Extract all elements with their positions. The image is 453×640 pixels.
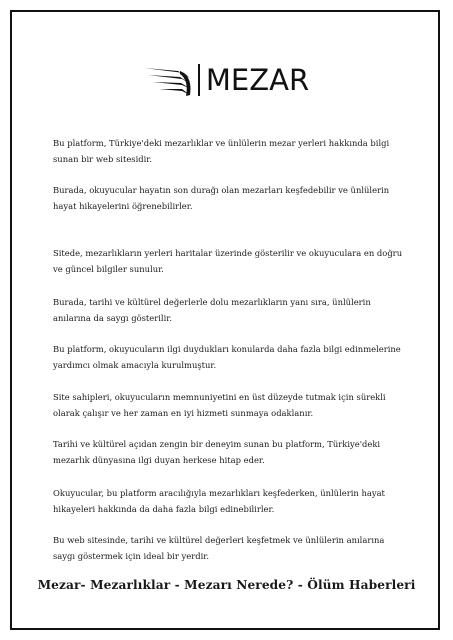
paragraph-1: Bu platform, Türkiye'deki mezarlıklar ve ünlülerin mezar yerleri hakkında bilgi sunan bir web sitesidir. — [53, 138, 390, 164]
paragraph-5: Bu platform, okuyucuların ilgi duydukları konularda daha fazla bilgi edinmelerine yardımcı olmak amacıyla kurulmuştur. — [53, 344, 401, 370]
mezar-logo — [0, 62, 453, 98]
paragraph-6: Site sahipleri, okuyucuların memnuniyetini en üst düzeyde tutmak için sürekli olarak çalışır ve her zaman en iyi hizmeti sunmaya odaklanır. — [53, 392, 386, 418]
footer-title: Mezar- Mezarlıklar - Mezarı Nerede? - Ölüm Haberleri — [37, 578, 416, 592]
paragraph-8: Okuyucular, bu platform aracılığıyla mezarlıkları keşfederken, ünlülerin hayat hikayeleri hakkında da daha fazla bilgi edinebilirler. — [53, 488, 385, 514]
paragraph-9: Bu web sitesinde, tarihi ve kültürel değerleri keşfetmek ve ünlülerin anılarına saygı göstermek için ideal bir yerdir. — [53, 535, 385, 561]
paragraph-2: Burada, okuyucular hayatın son durağı olan mezarları keşfedebilir ve ünlülerin hayat hikayelerini öğrenebilirler. — [53, 185, 390, 211]
paragraph-3: Sitede, mezarlıkların yerleri haritalar üzerinde gösterilir ve okuyuculara en doğru ve güncel bilgiler sunulur. — [53, 248, 403, 274]
logo-brand-text: MEZAR — [205, 62, 310, 97]
paragraph-4: Burada, tarihi ve kültürel değerlerle dolu mezarlıkların yanı sıra, ünlülerin anılarına da saygı gösterilir. — [53, 297, 371, 323]
paragraph-7: Tarihi ve kültürel açıdan zengin bir deneyim sunan bu platform, Türkiye'deki mezarlık dünyasına ilgi duyan herkese hitap eder. — [53, 439, 381, 465]
logo-divider — [198, 64, 200, 96]
wing-icon — [144, 62, 194, 98]
